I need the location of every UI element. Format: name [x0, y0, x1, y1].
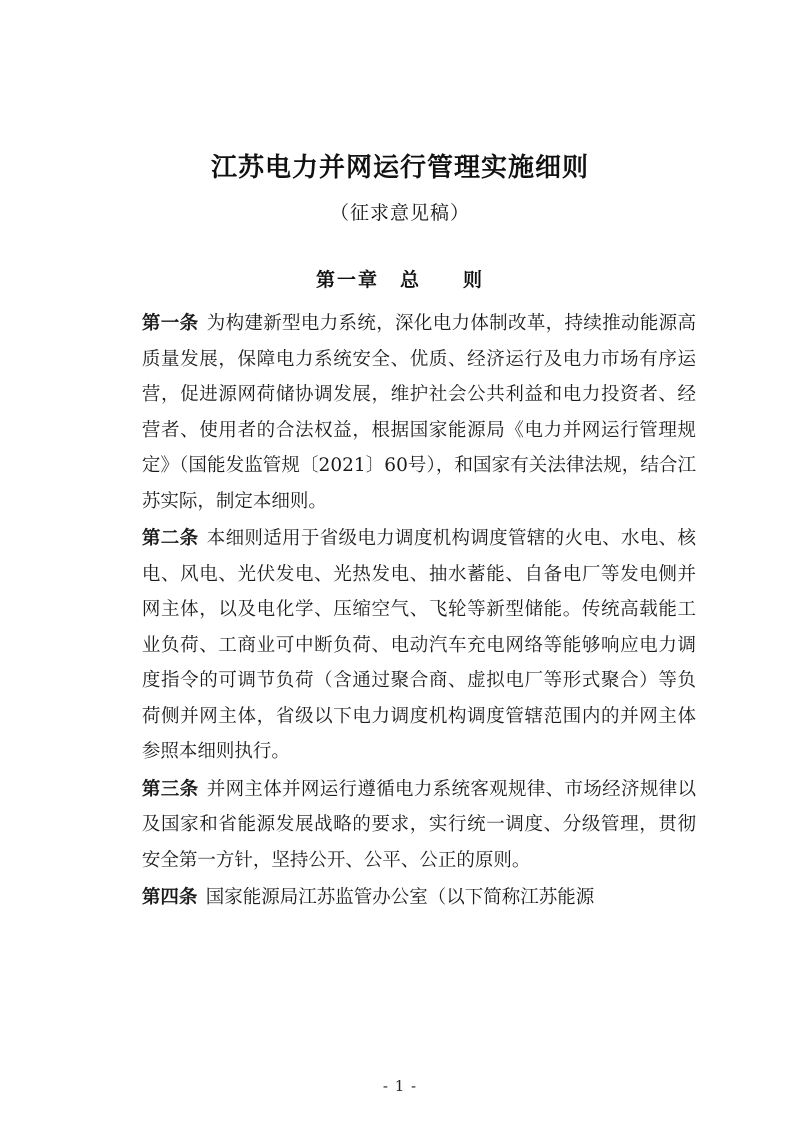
article-paragraph — [104, 772, 696, 879]
article-paragraph — [104, 880, 696, 916]
document-subtitle: （征求意见稿） — [329, 202, 470, 225]
article-number: 第四条 — [141, 887, 198, 909]
article-text: 为构建新型电力系统，深化电力体制改革，持续推动能源高质量发展，保障电力系统安全、优质、经济运行及电力市场有序运营，促进源网荷储协调发展，维护社会公共利益和电力投资者、经营者、使用者的合法权益，根据国家能源局《电力并网运行管理规定》（国能发监管规〔2021〕60号），和国家有关法律法规，结合江苏实际，制定本细则。 — [141, 312, 696, 512]
article-paragraph — [104, 521, 696, 770]
article-text: 本细则适用于省级电力调度机构调度管辖的火电、水电、核电、风电、光伏发电、光热发电、抽水蓄能、自备电厂等发电侧并网主体，以及电化学、压缩空气、飞轮等新型储能。传统高载能工业负荷、工商业可中断负荷、电动汽车充电网络等能够响应电力调度指令的可调节负荷（含通过聚合商、虚拟电厂等形式聚合）等负荷侧并网主体，省级以下电力调度机构调度管辖范围内的并网主体参照本细则执行。 — [141, 528, 696, 763]
article-number: 第二条 — [141, 528, 199, 550]
article-text: 并网主体并网运行遵循电力系统客观规律、市场经济规律以及国家和省能源发展战略的要求，实行统一调度、分级管理，贯彻安全第一方针，坚持公开、公平、公正的原则。 — [141, 778, 696, 871]
chapter-heading: 第一章 总 则 — [315, 268, 484, 291]
article-paragraph — [104, 306, 696, 519]
article-number: 第三条 — [141, 778, 199, 800]
article-text: 国家能源局江苏监管办公室（以下简称江苏能源 — [205, 887, 595, 909]
article-number: 第一条 — [141, 312, 199, 334]
page-title: 江苏电力并网运行管理实施细则 — [210, 153, 589, 183]
page-number: - 1 - — [382, 1077, 418, 1095]
